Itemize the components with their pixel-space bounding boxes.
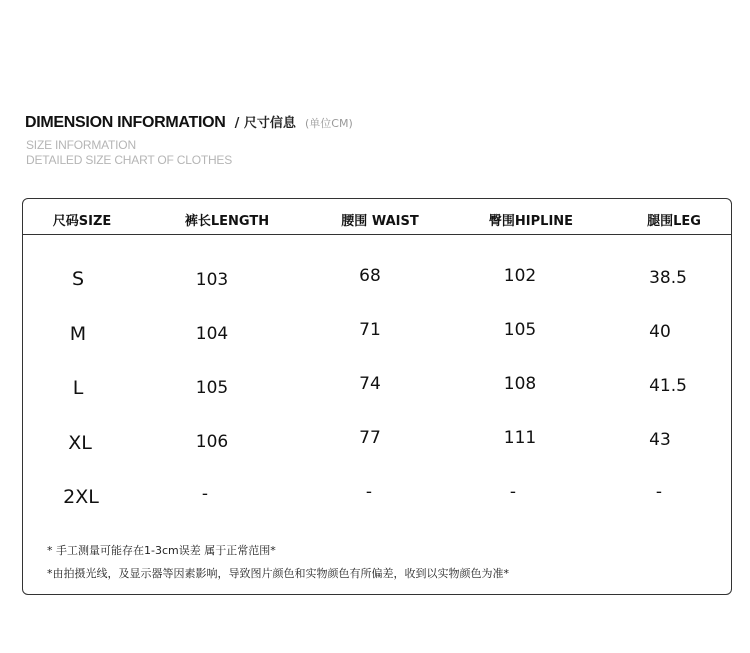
table-cell-hipline: 108 [503,374,537,394]
table-cell-leg: 38.5 [649,268,687,288]
table-cell-length: - [201,484,209,504]
subtitle-size-information: SIZE INFORMATION [26,138,136,152]
size-table [22,198,732,595]
table-cell-length: 105 [195,378,229,398]
column-header-length: 裤长LENGTH [184,214,270,229]
unit-label: (单位CM) [304,117,353,130]
column-header-hipline: 臀围HIPLINE [488,214,574,229]
header-divider [23,234,731,235]
table-cell-hipline: 111 [503,428,537,448]
table-cell-size: L [72,377,84,399]
table-cell-hipline: 105 [503,320,537,340]
table-cell-leg: 43 [649,430,671,450]
measurement-note: * 手工测量可能存在1-3cm误差 属于正常范围* [47,544,276,557]
column-header-waist: 腰围 WAIST [341,214,419,229]
table-cell-waist: 74 [359,374,381,394]
color-note: *由拍摄光线，及显示器等因素影响，导致图片颜色和实物颜色有所偏差，收到以实物颜色为准* [47,567,509,580]
table-cell-length: 104 [195,324,229,344]
table-cell-waist: - [365,482,373,502]
table-cell-hipline: 102 [503,266,537,286]
page-title-block [25,112,353,132]
table-cell-hipline: - [509,482,517,502]
table-cell-leg: - [655,482,663,502]
column-header-size: 尺码SIZE [52,214,112,229]
table-cell-waist: 71 [359,320,381,340]
table-cell-size: M [69,323,87,345]
table-cell-waist: 77 [359,428,381,448]
table-cell-size: S [71,268,85,290]
table-cell-length: 106 [195,432,229,452]
table-cell-size: XL [68,432,92,454]
table-cell-leg: 40 [649,322,671,342]
table-cell-leg: 41.5 [649,376,687,396]
column-header-leg: 腿围LEG [647,214,701,229]
table-cell-waist: 68 [359,266,381,286]
page-title: DIMENSION INFORMATION [25,114,226,131]
subtitle-detailed-chart: DETAILED SIZE CHART OF CLOTHES [26,153,233,167]
table-cell-length: 103 [195,270,229,290]
page-title-cn: / 尺寸信息 [234,116,296,131]
table-cell-size: 2XL [63,486,99,508]
